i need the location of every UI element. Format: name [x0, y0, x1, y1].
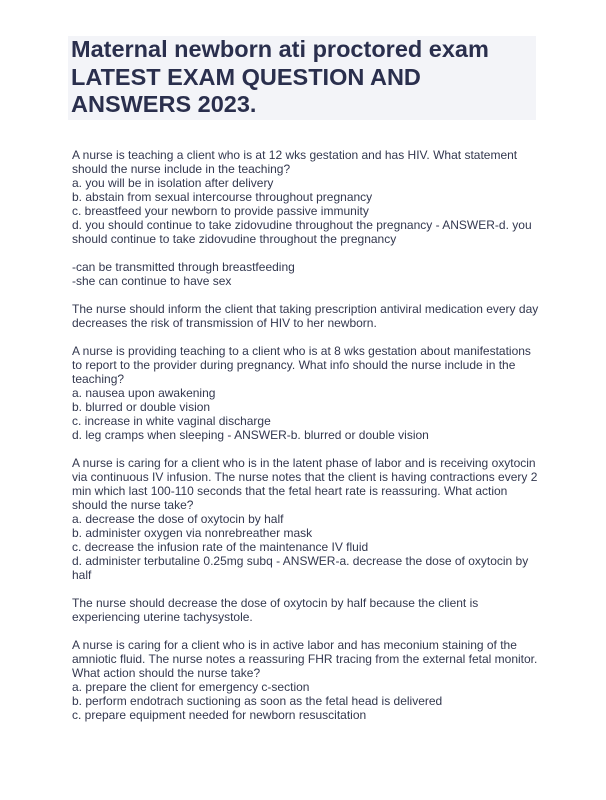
text-line: amniotic fluid. The nurse notes a reassuring FHR tracing from the external fetal monitor. — [72, 652, 538, 666]
question-hiv-teaching — [72, 148, 542, 246]
text-line: A nurse is providing teaching to a client who is at 8 wks gestation about manifestations — [72, 344, 531, 358]
rationale-oxytocin — [72, 596, 542, 624]
text-line: a. you will be in isolation after delivery — [72, 176, 274, 190]
text-line: should continue to take zidovudine throughout the pregnancy — [72, 232, 397, 246]
text-line: experiencing uterine tachysystole. — [72, 610, 253, 624]
title-line: Maternal newborn ati proctored exam — [71, 36, 489, 62]
text-line: half — [72, 568, 92, 582]
text-line: should the nurse include in the teaching? — [72, 162, 291, 176]
text-line: d. you should continue to take zidovudine throughout the pregnancy - ANSWER-d. you — [72, 218, 532, 232]
text-line: -she can continue to have sex — [72, 274, 232, 288]
text-line: d. leg cramps when sleeping - ANSWER-b. blurred or double vision — [72, 428, 429, 442]
text-line: d. administer terbutaline 0.25mg subq - ANSWER-a. decrease the dose of oxytocin by — [72, 554, 529, 568]
text-line: c. breastfeed your newborn to provide passive immunity — [72, 204, 369, 218]
text-line: teaching? — [72, 372, 125, 386]
title-line: LATEST EXAM QUESTION AND — [71, 63, 421, 90]
text-line: decreases the risk of transmission of HIV to her newborn. — [72, 316, 377, 330]
text-line: to report to the provider during pregnancy. What info should the nurse include in the — [72, 358, 516, 372]
text-line: b. blurred or double vision — [72, 400, 211, 414]
notes-hiv — [72, 260, 542, 288]
text-line: -can be transmitted through breastfeeding — [72, 260, 295, 274]
text-line: A nurse is caring for a client who is in the latent phase of labor and is receiving oxytocin — [72, 456, 536, 470]
question-oxytocin — [72, 456, 542, 582]
text-line: a. prepare the client for emergency c-section — [72, 680, 310, 694]
text-line: The nurse should decrease the dose of oxytocin by half because the client is — [72, 596, 479, 610]
rationale-hiv — [72, 302, 542, 330]
question-manifestations — [72, 344, 542, 442]
document-body — [72, 148, 542, 736]
text-line: c. prepare equipment needed for newborn resuscitation — [72, 708, 367, 722]
text-line: A nurse is caring for a client who is in active labor and has meconium staining of the — [72, 638, 517, 652]
text-line: a. nausea upon awakening — [72, 386, 216, 400]
text-line: A nurse is teaching a client who is at 12 wks gestation and has HIV. What statement — [72, 148, 518, 162]
text-line: via continuous IV infusion. The nurse notes that the client is having contractions every 2 — [72, 470, 538, 484]
text-line: b. perform endotrach suctioning as soon as the fetal head is delivered — [72, 694, 443, 708]
text-line: should the nurse take? — [72, 498, 194, 512]
text-line: min which last 100-110 seconds that the fetal heart rate is reassuring. What action — [72, 484, 508, 498]
text-line: c. increase in white vaginal discharge — [72, 414, 271, 428]
title-banner — [68, 36, 536, 120]
text-line: b. administer oxygen via nonrebreather mask — [72, 526, 313, 540]
text-line: a. decrease the dose of oxytocin by half — [72, 512, 284, 526]
document-title — [68, 36, 536, 119]
question-meconium — [72, 638, 542, 722]
text-line: What action should the nurse take? — [72, 666, 261, 680]
text-line: The nurse should inform the client that taking prescription antiviral medication every day — [72, 302, 539, 316]
text-line: c. decrease the infusion rate of the maintenance IV fluid — [72, 540, 369, 554]
text-line: b. abstain from sexual intercourse throughout pregnancy — [72, 190, 373, 204]
title-line: ANSWERS 2023. — [71, 91, 257, 117]
